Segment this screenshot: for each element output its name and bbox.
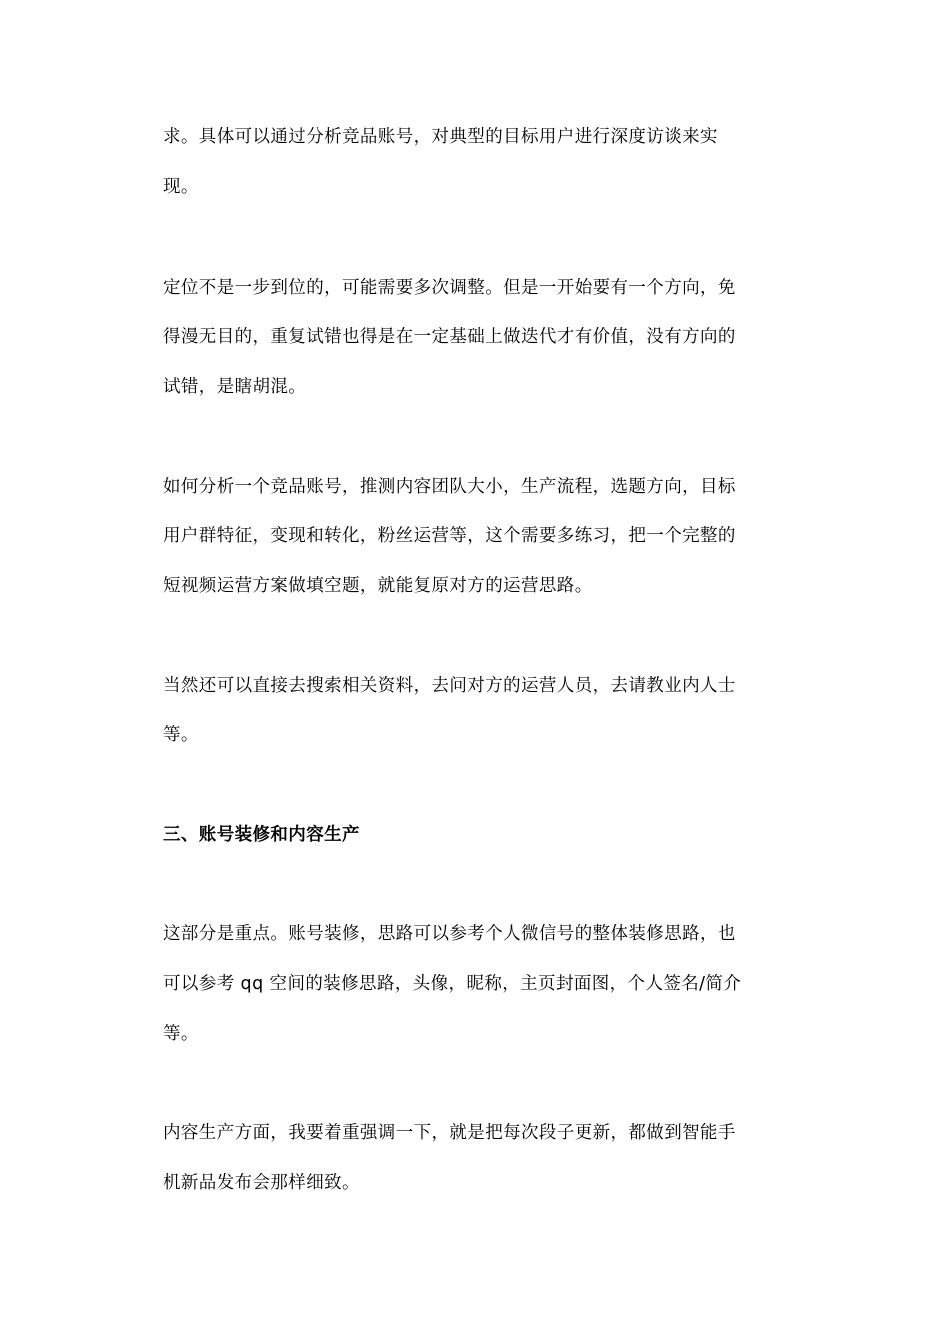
paragraph-2-line-1: 定位不是一步到位的，可能需要多次调整。但是一开始要有一个方向，免 [163,278,736,298]
paragraph-4-line-1: 当然还可以直接去搜索相关资料，去问对方的运营人员，去请教业内人士 [163,676,736,696]
paragraph-2-line-2: 得漫无目的，重复试错也得是在一定基础上做迭代才有价值，没有方向的 [163,327,736,347]
paragraph-2-line-3: 试错，是瞎胡混。 [163,377,307,397]
paragraph-3-line-2: 用户群特征，变现和转化，粉丝运营等，这个需要多练习，把一个完整的 [163,526,736,546]
section-heading: 三、账号装修和内容生产 [163,825,360,845]
paragraph-5-line-3: 等。 [163,1024,199,1044]
paragraph-3-line-1: 如何分析一个竞品账号，推测内容团队大小，生产流程，选题方向，目标 [163,477,736,497]
paragraph-3-line-3: 短视频运营方案做填空题，就能复原对方的运营思路。 [163,576,593,596]
paragraph-4-line-2: 等。 [163,725,199,745]
paragraph-5-line-2: 可以参考 qq 空间的装修思路，头像，昵称，主页封面图，个人签名/简介 [163,974,742,994]
paragraph-5-line-1: 这部分是重点。账号装修，思路可以参考个人微信号的整体装修思路，也 [163,924,736,944]
paragraph-6-line-1: 内容生产方面，我要着重强调一下，就是把每次段子更新，都做到智能手 [163,1123,736,1143]
paragraph-1-line-2: 现。 [163,177,199,197]
paragraph-6-line-2: 机新品发布会那样细致。 [163,1173,360,1193]
paragraph-1-line-1: 求。具体可以通过分析竞品账号，对典型的目标用户进行深度访谈来实 [163,127,718,147]
